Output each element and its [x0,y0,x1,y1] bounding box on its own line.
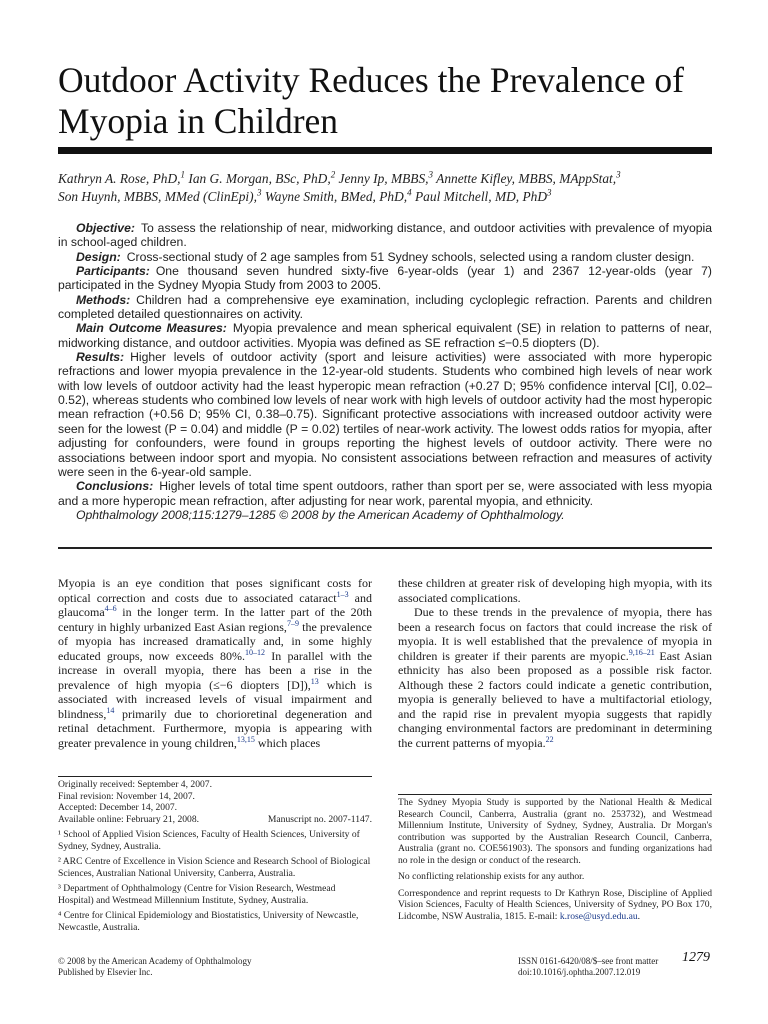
title-rule [58,147,712,154]
notes-rule [58,776,372,777]
notes-rule [398,794,712,795]
abstract-label: Design: [76,249,121,264]
affiliation-note: ¹ School of Applied Vision Sciences, Faculty of Health Sciences, University of Sydney, Sydney, Australia. [58,829,360,852]
author-affiliation: 3 [428,169,434,180]
abstract-label: Main Outcome Measures: [76,321,227,336]
abstract-label: Objective: [76,221,135,235]
affiliation-note: ³ Department of Ophthalmology (Centre for Vision Research, Westmead Hospital) and Westmead Millennium Institute, Sydney, Australia. [58,883,336,906]
abstract-text: Higher levels of outdoor activity (sport and leisure activities) were associated with more hyperopic refractions and lower myopia prevalence in the 12-year-old students. Students who combined high levels of near work with low levels of outdoor activity had the least hyperopic mean refraction (+0.27 D; 95% confidence interval [CI], 0.02–0.52), whereas students who combined low levels of near work with high levels of outdoor activity had the most hyperopic mean refraction (+0.56 D; 95% CI, 0.38–0.75). Significant protective associations with increased outdoor activity were seen for the lowest (P = 0.04) and middle (P = 0.02) tertiles of near-work activity. The lowest odds ratios for myopia, after adjusting for confounders, were found in groups reporting the highest levels of outdoor activity. There were no associations between indoor sport and myopia. No consistent associations between refraction and measures of activity were seen in the 6-year-old sample. [58,350,712,479]
body-column-left [58,576,372,750]
body-text: the prevalence of myopia has increased dramatically and, in some highly educated groups, now exceeds 80%. [58,619,372,663]
author-name: Kathryn A. Rose, PhD, [58,171,181,186]
abstract-rule [58,547,712,549]
abstract-label: Conclusions: [76,479,154,494]
reference-link[interactable]: 13 [310,676,319,686]
abstract-label: Participants: [76,264,150,279]
abstract-text: Cross-sectional study of 2 age samples from 51 Sydney schools, selected using a random cluster design. [126,249,695,264]
revision-date: Final revision: November 14, 2007. [58,790,195,802]
abstract-design [58,250,712,264]
body-text: Myopia is an eye condition that poses significant costs for optical correction and costs due to associated cataract [58,576,372,605]
affiliation-note: ⁴ Centre for Clinical Epidemiology and Biostatistics, University of Newcastle, Newcastle, Australia. [58,910,359,933]
body-text: which is associated with increased levels of visual impairment and blindness, [58,677,372,721]
reference-link[interactable]: 1–3 [336,589,349,599]
abstract-text: Children had a comprehensive eye examination, including cycloplegic refraction. Parents and children completed detailed questionnaires on activity. [58,292,712,322]
received-date: Originally received: September 4, 2007. [58,779,212,790]
abstract-citation: Ophthalmology 2008;115:1279–1285 © 2008 by the American Academy of Ophthalmology. [76,507,565,522]
body-paragraph [58,576,372,750]
conflict-statement: No conflicting relationship exists for any author. [398,871,585,882]
abstract-label: Results: [76,350,125,365]
author-name: Annette Kifley, MBBS, MAppStat, [436,171,617,186]
reference-link[interactable]: 14 [106,705,115,715]
abstract-text: Higher levels of total time spent outdoors, rather than sport per se, were associated with less myopia and a more hyperopic mean refraction, after adjusting for near work, parental myopia, and ethnicity. [58,479,712,508]
manuscript-number: Manuscript no. 2007-1147. [267,813,372,825]
abstract-conclusions [58,479,712,508]
reference-link[interactable]: 22 [545,734,554,744]
author-affiliation: 2 [330,169,336,180]
body-paragraph [398,605,712,750]
reference-link[interactable]: 9,16–21 [628,647,655,657]
reference-link[interactable]: 7–9 [286,618,299,628]
body-text: East Asian ethnicity has also been proposed as a possible risk factor. Although these 2 factors could indicate a genetic contribution, myopia is generally believed to have a multifactorial etiology, and the rapid rise in prevalent myopia suggests that rapidly changing environmental factors are predominant in determining the current patterns of myopia. [398,648,712,750]
author-name: Son Huynh, MBBS, MMed (ClinEpi), [58,189,257,204]
article-history-notes [58,776,372,933]
abstract-methods [58,293,712,322]
funding-notes [398,794,712,927]
affiliation-note: ² ARC Centre of Excellence in Vision Science and Research School of Biological Sciences, Australian National University, Canberra, Australia. [58,856,371,879]
body-column-right [398,576,712,750]
abstract-participants [58,264,712,293]
correspondence-text: Correspondence and reprint requests to Dr Kathryn Rose, Discipline of Applied Vision Sciences, Faculty of Health Sciences, University of Sydney, PO Box 170, Lidcombe, NSW Australia, 1815. E-mail: [398,887,712,922]
abstract-label: Methods: [76,292,131,307]
online-date: Available online: February 21, 2008. [58,813,200,825]
abstract-outcome [58,321,712,350]
abstract [58,221,712,522]
copyright-line: © 2008 by the American Academy of Ophthalmology [58,956,252,966]
funding-statement: The Sydney Myopia Study is supported by the National Health & Medical Research Council, Canberra, Australia (grant no. 253732), and Westmead Millennium Institute, University of Sydney, Sydney, Australia. Dr Morgan's contribution was supported by the Australian Research Council, Canberra, Australia (grant no. COE561903). The sponsors and funding organizations had no role in the design or conduct of the research. [398,797,712,866]
body-text: and glaucoma [58,590,373,619]
article-title: Outdoor Activity Reduces the Prevalence of Myopia in Children [58,60,684,141]
article-page [58,0,712,1024]
author-affiliation: 3 [256,187,262,198]
online-row [58,814,372,826]
abstract-objective [58,221,712,250]
body-text: primarily due to chorioretinal degeneration and retinal detachment. Furthermore, myopia is appearing with greater prevalence in young children, [58,706,372,750]
author-affiliation: 4 [407,187,412,198]
footer-left [58,956,388,978]
author-list [58,170,712,206]
reference-link[interactable]: 4–6 [104,604,117,613]
author-name: Wayne Smith, BMed, PhD, [264,189,408,204]
author-affiliation: 3 [547,187,552,198]
abstract-text: To assess the relationship of near, midworking distance, and outdoor activities with prevalence of myopia in school-aged children. [58,221,712,250]
author-affiliation: 3 [616,169,621,180]
author-affiliation: 1 [180,169,185,180]
author-name: Ian G. Morgan, BSc, PhD, [188,171,331,186]
doi-line: doi:10.1016/j.ophtha.2007.12.019 [518,967,641,977]
publisher-line: Published by Elsevier Inc. [58,967,153,977]
correspondence-note [398,888,712,923]
correspondence-text: . [637,910,641,922]
author-name: Paul Mitchell, MD, PhD [415,189,548,204]
author-name: Jenny Ip, MBBS, [338,171,429,186]
body-text: In parallel with the increase in overall myopia, there has been a rise in the prevalence of high myopia (≤−6 diopters [D]), [58,648,372,692]
body-text: which places [254,735,321,750]
accepted-date: Accepted: December 14, 2007. [58,802,178,813]
body-text: in the longer term. In the latter part of the 20th century in highly urbanized East Asian regions, [58,605,372,634]
abstract-text: One thousand seven hundred sixty-five 6-year-olds (year 1) and 2367 12-year-olds (year 7) participated in the Sydney Myopia Study from 2003 to 2005. [58,264,712,293]
abstract-text: Myopia prevalence and mean spherical equivalent (SE) in relation to patterns of near, midworking distance, and outdoor activities. Myopia was defined as SE refraction ≤−0.5 diopters (D). [58,321,712,350]
reference-link[interactable]: 13,15 [236,734,255,744]
body-paragraph: these children at greater risk of developing high myopia, with its associated complications. [398,576,712,605]
issn-line: ISSN 0161-6420/08/$–see front matter [518,956,659,966]
reference-link[interactable]: 10–12 [244,647,265,657]
abstract-results [58,350,712,479]
email-link[interactable]: k.rose@usyd.edu.au [559,910,638,922]
page-number: 1279 [682,950,710,965]
body-text: Due to these trends in the prevalence of myopia, there has been a research focus on factors that could increase the risk of myopia. It is well established that the prevalence of myopia in children is greater if their parents are myopic. [398,605,712,663]
